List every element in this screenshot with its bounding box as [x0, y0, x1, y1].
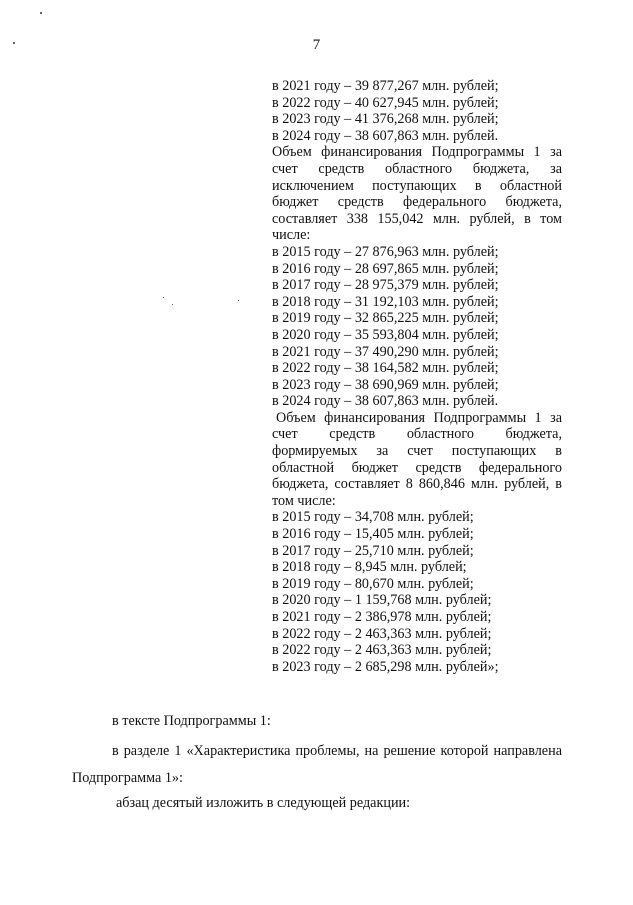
funding-line: в 2024 году – 38 607,863 млн. рублей.: [272, 127, 499, 144]
funding-line: в 2016 году – 15,405 млн. рублей;: [272, 526, 474, 543]
scan-speck: [13, 42, 15, 44]
scan-speck: [238, 300, 239, 301]
funding-line: в 2015 году – 34,708 млн. рублей;: [272, 509, 474, 526]
body-paragraph-section-1: в разделе 1 «Характеристика проблемы, на решение которой направлена Подпрограмма 1»:: [72, 743, 562, 786]
funding-line: в 2017 году – 25,710 млн. рублей;: [272, 542, 474, 559]
federal-funds-paragraph: Объем финансирования Подпрограммы 1 за счет средств областного бюджета, формируемых за счет поступающих в областной бюджет средств федерального бюджета, составляет 8 860,846 млн. рублей, в том числе:: [272, 409, 562, 509]
scan-speck: [172, 304, 173, 305]
funding-line: в 2022 году – 2 463,363 млн. рублей;: [272, 642, 492, 659]
funding-line: в 2016 году – 28 697,865 млн. рублей;: [272, 260, 499, 277]
funding-line: в 2023 году – 38 690,969 млн. рублей;: [272, 376, 499, 393]
scan-speck: [40, 12, 42, 14]
funding-line: в 2019 году – 32 865,225 млн. рублей;: [272, 310, 499, 327]
funding-line: в 2023 году – 2 685,298 млн. рублей»;: [272, 658, 499, 675]
funding-line: в 2018 году – 31 192,103 млн. рублей;: [272, 293, 499, 310]
funding-line: в 2022 году – 2 463,363 млн. рублей;: [272, 625, 492, 642]
funding-line: в 2017 году – 28 975,379 млн. рублей;: [272, 277, 499, 294]
funding-line: в 2020 году – 35 593,804 млн. рублей;: [272, 326, 499, 343]
funding-line: в 2021 году – 2 386,978 млн. рублей;: [272, 609, 492, 625]
funding-line: в 2021 году – 39 877,267 млн. рублей;: [272, 78, 499, 94]
funding-line: в 2019 году – 80,670 млн. рублей;: [272, 575, 474, 592]
body-paragraph-subprogram-text: в тексте Подпрограммы 1:: [112, 713, 271, 729]
page-number: 7: [312, 37, 321, 53]
regional-budget-funding-paragraph: Объем финансирования Подпрограммы 1 за счет средств областного бюджета, за исключением поступающих в областной бюджет средств федерального бюджета, составляет 338 155,042 млн. рублей, в том числе:: [272, 144, 562, 244]
funding-line: в 2024 году – 38 607,863 млн. рублей.: [272, 393, 499, 410]
body-paragraph-tenth-paragraph: абзац десятый изложить в следующей редакции:: [116, 795, 411, 811]
funding-line: в 2023 году – 41 376,268 млн. рублей;: [272, 111, 499, 128]
funding-line: в 2015 году – 27 876,963 млн. рублей;: [272, 243, 499, 260]
funding-line: в 2021 году – 37 490,290 млн. рублей;: [272, 343, 499, 360]
funding-line: в 2022 году – 38 164,582 млн. рублей;: [272, 360, 499, 377]
funding-column: [272, 78, 562, 675]
funding-line: в 2020 году – 1 159,768 млн. рублей;: [272, 592, 492, 609]
scan-speck: [163, 297, 164, 298]
funding-line: в 2022 году – 40 627,945 млн. рублей;: [272, 94, 499, 111]
funding-line: в 2018 году – 8,945 млн. рублей;: [272, 559, 467, 576]
